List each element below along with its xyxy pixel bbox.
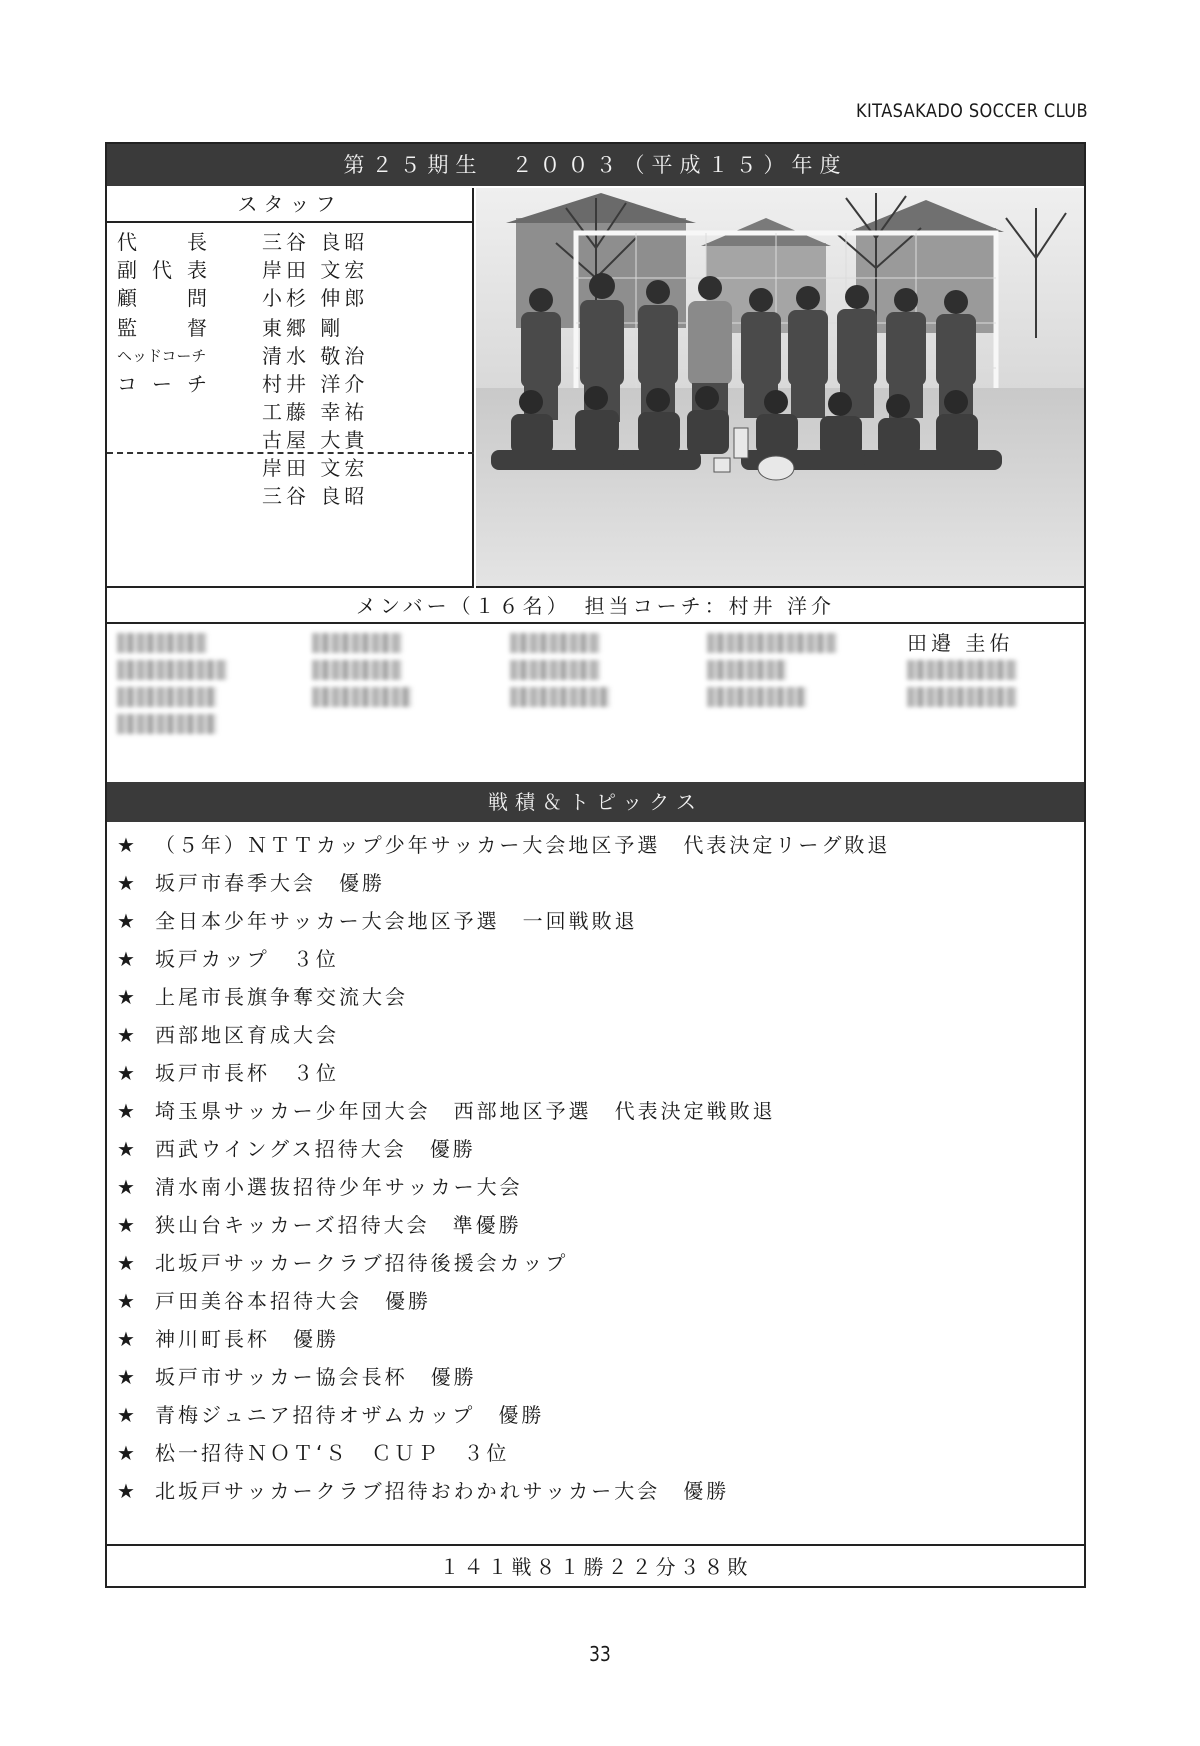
team-photo xyxy=(476,188,1084,588)
star-icon: ★ xyxy=(117,1441,138,1465)
star-icon: ★ xyxy=(117,1175,138,1199)
staff-name: 古屋 大貴 xyxy=(262,428,369,452)
blurred-member-name xyxy=(707,684,807,710)
star-icon: ★ xyxy=(117,1403,138,1427)
star-icon: ★ xyxy=(117,1251,138,1275)
result-item: ★ 上尾市長旗争奪交流大会 xyxy=(117,980,408,1014)
result-item: ★ 坂戸市春季大会 優勝 xyxy=(117,866,385,900)
star-icon: ★ xyxy=(117,1061,138,1085)
star-icon: ★ xyxy=(117,871,138,895)
blurred-member-name xyxy=(117,684,217,710)
star-icon: ★ xyxy=(117,1289,138,1313)
result-item: ★ 坂戸市サッカー協会長杯 優勝 xyxy=(117,1360,477,1394)
blurred-member-name xyxy=(312,684,412,710)
members-heading: メンバー（１６名） 担当コーチ：村井 洋介 xyxy=(107,588,1084,624)
blurred-member-name xyxy=(510,630,600,656)
results-heading: 戦積＆トピックス xyxy=(107,782,1084,822)
blurred-member-name xyxy=(707,630,837,656)
staff-role: 顧 問 xyxy=(117,286,207,310)
result-item: ★ 北坂戸サッカークラブ招待後援会カップ xyxy=(117,1246,568,1280)
star-icon: ★ xyxy=(117,1327,138,1351)
blurred-member-name xyxy=(117,711,217,737)
star-icon: ★ xyxy=(117,833,138,857)
star-icon: ★ xyxy=(117,1023,138,1047)
season-title: 第２５期生 ２００３（平成１５）年度 xyxy=(107,144,1084,186)
result-item: ★ 神川町長杯 優勝 xyxy=(117,1322,339,1356)
star-icon: ★ xyxy=(117,1099,138,1123)
staff-name: 岸田 文宏 xyxy=(262,456,369,480)
season-record-frame xyxy=(105,142,1086,1588)
staff-panel xyxy=(107,188,474,588)
blurred-member-name xyxy=(907,657,1017,683)
staff-name: 工藤 幸祐 xyxy=(262,400,369,424)
result-item: ★ 全日本少年サッカー大会地区予選 一回戦敗退 xyxy=(117,904,638,938)
result-item: ★ 西武ウイングス招待大会 優勝 xyxy=(117,1132,476,1166)
staff-name: 小杉 伸郎 xyxy=(262,286,369,310)
staff-name: 三谷 良昭 xyxy=(262,230,369,254)
star-icon: ★ xyxy=(117,1137,138,1161)
result-item: ★ 坂戸市長杯 ３位 xyxy=(117,1056,339,1090)
page-number: 33 xyxy=(589,1642,611,1666)
result-item: ★ （５年）ＮＴＴカップ少年サッカー大会地区予選 代表決定リーグ敗退 xyxy=(117,828,890,862)
result-item: ★ 戸田美谷本招待大会 優勝 xyxy=(117,1284,431,1318)
result-item: ★ 北坂戸サッカークラブ招待おわかれサッカー大会 優勝 xyxy=(117,1474,729,1508)
staff-name: 村井 洋介 xyxy=(262,372,369,396)
staff-role: ヘッドコーチ xyxy=(117,347,207,365)
blurred-member-name xyxy=(907,684,1017,710)
result-item: ★ 松一招待ＮＯＴ‘Ｓ ＣＵＰ ３位 xyxy=(117,1436,509,1470)
blurred-member-name xyxy=(707,657,787,683)
blurred-member-name xyxy=(312,657,402,683)
staff-role: コ ー チ xyxy=(117,372,207,396)
star-icon: ★ xyxy=(117,1213,138,1237)
club-name: KITASAKADO SOCCER CLUB xyxy=(855,100,1088,122)
blurred-member-name xyxy=(117,657,227,683)
blurred-member-name xyxy=(312,630,402,656)
blurred-member-name xyxy=(510,684,610,710)
result-item: ★ 青梅ジュニア招待オザムカップ 優勝 xyxy=(117,1398,544,1432)
season-total-record: １４１戦８１勝２２分３８敗 xyxy=(107,1544,1084,1586)
star-icon: ★ xyxy=(117,1479,138,1503)
star-icon: ★ xyxy=(117,947,138,971)
staff-name: 東郷 剛 xyxy=(262,316,345,340)
staff-role: 代 長 xyxy=(117,230,207,254)
star-icon: ★ xyxy=(117,1365,138,1389)
staff-heading: スタッフ xyxy=(107,188,472,223)
staff-role: 副 代 表 xyxy=(117,258,207,282)
staff-name: 岸田 文宏 xyxy=(262,258,369,282)
star-icon: ★ xyxy=(117,909,138,933)
blurred-member-name xyxy=(510,657,600,683)
result-item: ★ 西部地区育成大会 xyxy=(117,1018,339,1052)
result-item: ★ 清水南小選抜招待少年サッカー大会 xyxy=(117,1170,523,1204)
staff-role: 監 督 xyxy=(117,316,207,340)
member-name: 田邉 圭佑 xyxy=(907,631,1014,655)
staff-name: 三谷 良昭 xyxy=(262,484,369,508)
result-item: ★ 狭山台キッカーズ招待大会 準優勝 xyxy=(117,1208,522,1242)
star-icon: ★ xyxy=(117,985,138,1009)
result-item: ★ 坂戸カップ ３位 xyxy=(117,942,339,976)
result-item: ★ 埼玉県サッカー少年団大会 西部地区予選 代表決定戦敗退 xyxy=(117,1094,776,1128)
blurred-member-name xyxy=(117,630,207,656)
staff-name: 清水 敬治 xyxy=(262,344,369,368)
